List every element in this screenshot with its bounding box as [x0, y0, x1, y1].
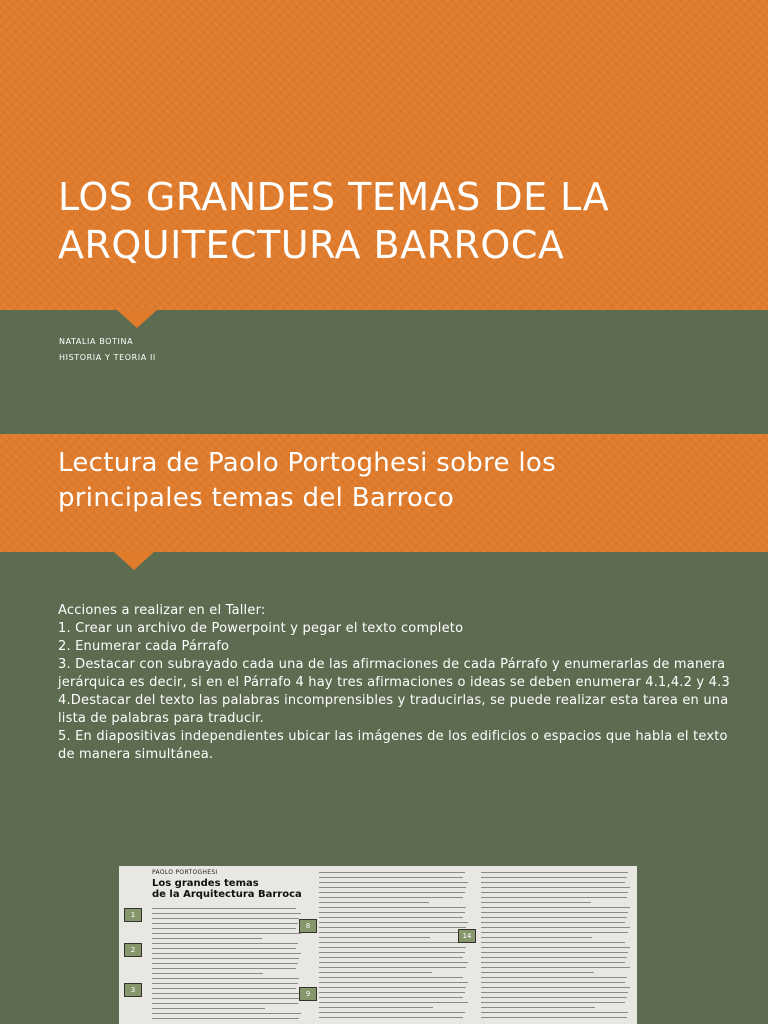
document-text-line: [152, 908, 296, 909]
document-text-line: [319, 1002, 468, 1003]
document-text-line: [319, 927, 466, 928]
instruction-item: 3. Destacar con subrayado cada una de las afirmaciones de cada Párrafo y enumerarlas de manera jerárquica es decir, si en el Párrafo 4 hay tres afirmaciones o ideas se deben enumerar 4.1,4.2 y 4.3: [58, 657, 730, 690]
slide-separator: [0, 420, 768, 434]
paragraph-marker: 1: [124, 908, 142, 922]
document-text-line: [481, 972, 594, 973]
document-text-line: [319, 897, 463, 898]
title-slide-notch: [117, 310, 157, 328]
document-text-line: [319, 947, 466, 948]
document-text-line: [319, 942, 468, 943]
instruction-item: 1. Crear un archivo de Powerpoint y pegar el texto completo: [58, 621, 464, 636]
document-text-line: [319, 922, 468, 923]
paragraph-marker: 14: [458, 929, 476, 943]
document-text-line: [319, 937, 430, 938]
document-text-line: [319, 877, 463, 878]
document-text-line: [152, 968, 296, 969]
document-text-line: [481, 892, 628, 893]
document-title: Los grandes temas de la Arquitectura Barroca: [152, 878, 302, 900]
document-text-line: [152, 913, 301, 914]
document-text-line: [319, 1017, 463, 1018]
scanned-document: [119, 866, 637, 1024]
document-text-line: [152, 923, 298, 924]
document-text-line: [481, 977, 627, 978]
author-name: NATALIA BOTINA: [59, 337, 134, 346]
document-text-line: [319, 932, 465, 933]
document-text-line: [481, 992, 628, 993]
document-text-line: [481, 887, 630, 888]
document-text-line: [152, 918, 299, 919]
instruction-item: 5. En diapositivas independientes ubicar las imágenes de los edificios o espacios que habla el texto de manera simultánea.: [58, 729, 728, 762]
document-text-line: [152, 938, 262, 939]
document-column-2: [319, 866, 469, 1024]
instructions-slide-title: Lectura de Paolo Portoghesi sobre los principales temas del Barroco: [58, 448, 556, 513]
document-text-line: [319, 912, 465, 913]
document-text-line: [319, 972, 432, 973]
instructions-text: [58, 602, 748, 764]
document-text-line: [481, 997, 627, 998]
course-name: HISTORIA Y TEORIA II: [59, 353, 156, 362]
document-text-line: [481, 912, 628, 913]
document-text-line: [481, 902, 591, 903]
document-text-line: [319, 952, 465, 953]
document-text-line: [152, 1008, 265, 1009]
document-text-line: [152, 958, 299, 959]
document-text-line: [481, 987, 630, 988]
document-text-line: [152, 978, 299, 979]
document-text-line: [481, 932, 628, 933]
document-text-line: [319, 992, 465, 993]
document-text-line: [152, 963, 298, 964]
document-text-line: [319, 987, 466, 988]
document-text-line: [319, 902, 429, 903]
document-text-line: [319, 1012, 465, 1013]
document-text-line: [481, 1017, 627, 1018]
instructions-slide: [0, 434, 768, 832]
document-text-line: [319, 892, 465, 893]
document-text-line: [319, 957, 463, 958]
instruction-item: 4.Destacar del texto las palabras incomprensibles y traducirlas, se puede realizar esta tarea en una lista de palabras para traducir.: [58, 693, 729, 726]
document-text-line: [152, 1003, 298, 1004]
document-text-line: [481, 957, 627, 958]
document-text-line: [481, 927, 630, 928]
document-text-line: [319, 917, 463, 918]
document-text-line: [152, 993, 301, 994]
document-text-line: [481, 952, 628, 953]
instruction-item: 2. Enumerar cada Párrafo: [58, 639, 230, 654]
document-slide: [0, 846, 768, 1024]
document-text-line: [481, 947, 630, 948]
document-text-line: [319, 887, 466, 888]
document-text-line: [152, 998, 299, 999]
instructions-intro: Acciones a realizar en el Taller:: [58, 603, 266, 618]
document-text-line: [152, 933, 301, 934]
document-text-line: [481, 942, 625, 943]
document-text-line: [319, 907, 466, 908]
document-text-line: [481, 882, 625, 883]
title-slide-footer: [0, 310, 768, 420]
document-text-line: [481, 907, 630, 908]
document-text-line: [319, 997, 463, 998]
document-text-line: [152, 953, 301, 954]
document-author: PAOLO PORTOGHESI: [152, 869, 218, 876]
document-text-line: [481, 1007, 595, 1008]
document-text-line: [481, 967, 630, 968]
presentation-title: LOS GRANDES TEMAS DE LA ARQUITECTURA BARROCA: [58, 175, 610, 267]
document-text-line: [152, 983, 298, 984]
document-text-line: [481, 1002, 625, 1003]
document-text-line: [481, 897, 627, 898]
document-text-line: [481, 1012, 628, 1013]
document-text-line: [481, 872, 628, 873]
paragraph-marker: 2: [124, 943, 142, 957]
document-text-line: [319, 882, 468, 883]
instructions-slide-notch: [114, 552, 154, 570]
document-text-line: [319, 962, 468, 963]
document-text-line: [152, 1013, 301, 1014]
document-text-line: [481, 922, 625, 923]
slide-separator: [0, 832, 768, 846]
document-text-line: [319, 977, 463, 978]
document-text-line: [319, 1007, 433, 1008]
document-text-line: [152, 1018, 299, 1019]
document-text-line: [152, 928, 296, 929]
document-text-line: [319, 872, 465, 873]
document-text-line: [481, 962, 625, 963]
document-text-line: [319, 982, 468, 983]
document-text-line: [481, 982, 625, 983]
paragraph-marker: 9: [299, 987, 317, 1001]
document-text-line: [481, 917, 627, 918]
document-text-line: [319, 967, 466, 968]
document-text-line: [481, 877, 627, 878]
document-text-line: [152, 973, 263, 974]
document-text-line: [152, 988, 296, 989]
document-text-line: [152, 943, 298, 944]
paragraph-marker: 3: [124, 983, 142, 997]
title-slide: [0, 0, 768, 420]
document-text-line: [481, 937, 592, 938]
document-column-3: [481, 866, 631, 1024]
paragraph-marker: 8: [299, 919, 317, 933]
document-text-line: [152, 948, 296, 949]
document-column-1: [152, 866, 302, 1024]
